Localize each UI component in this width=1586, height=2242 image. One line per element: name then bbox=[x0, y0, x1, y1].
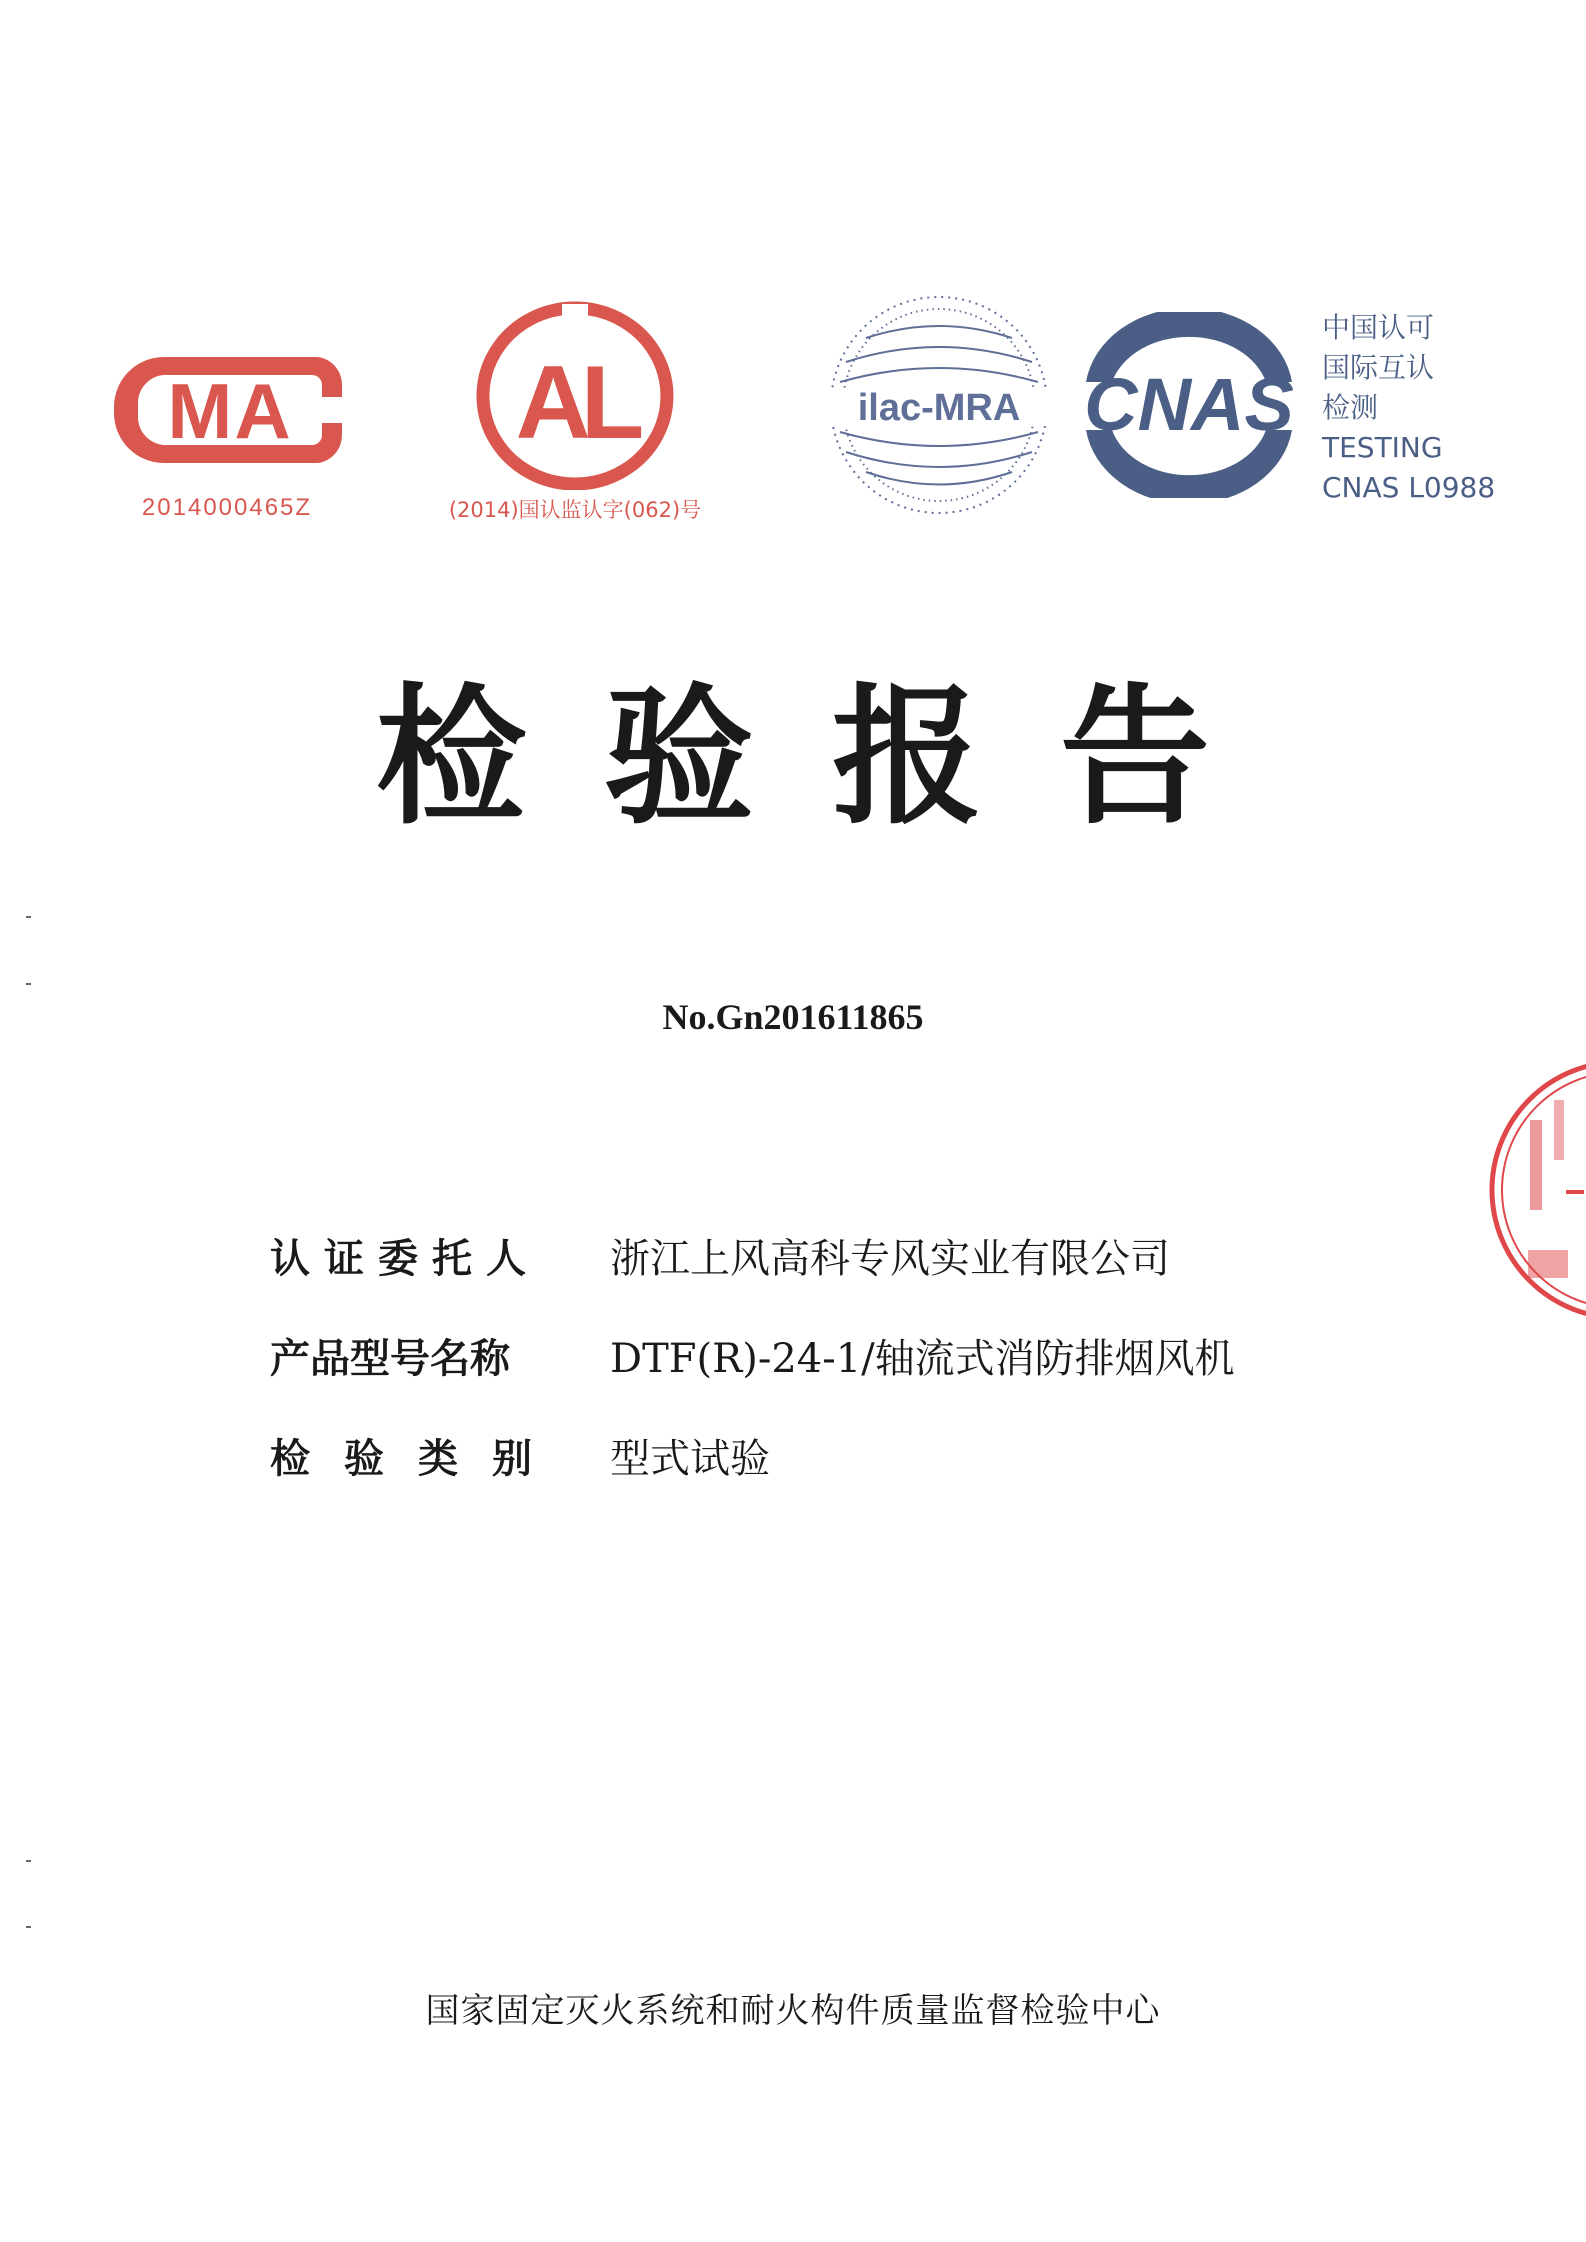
client-label: 认证委托人 bbox=[270, 1235, 540, 1282]
cnas-line: 中国认可 bbox=[1322, 311, 1435, 344]
cnas-line: TESTING bbox=[1322, 431, 1443, 464]
info-row-category bbox=[270, 1405, 1420, 1505]
ilac-mra-logo-icon bbox=[826, 292, 1052, 518]
official-seal-icon bbox=[1470, 1040, 1586, 1340]
cma-number: 2014000465Z bbox=[141, 494, 313, 521]
cma-logo-text: MA bbox=[167, 367, 293, 455]
product-label: 产品型号名称 bbox=[270, 1335, 510, 1382]
scan-speck bbox=[26, 1926, 31, 1928]
cal-logo-icon bbox=[470, 300, 680, 490]
info-row-client bbox=[270, 1205, 1420, 1305]
report-number: No.Gn201611865 bbox=[662, 997, 924, 1037]
scan-speck bbox=[26, 983, 31, 985]
report-title: 检验报告 bbox=[375, 671, 1288, 845]
cal-number: (2014)国认监认字(062)号 bbox=[448, 498, 702, 522]
cnas-line: CNAS L0988 bbox=[1322, 471, 1496, 504]
issuing-organization: 国家固定灭火系统和耐火构件质量监督检验中心 bbox=[425, 1991, 1161, 2031]
ilac-mra-logo-text: ilac-MRA bbox=[857, 387, 1021, 429]
scan-speck bbox=[26, 1860, 31, 1862]
cnas-logo-text: CNAS bbox=[1084, 363, 1294, 446]
cnas-logo-icon bbox=[1066, 312, 1312, 498]
product-value: DTF(R)-24-1/轴流式消防排烟风机 bbox=[610, 1335, 1235, 1382]
cnas-accreditation-text bbox=[1322, 308, 1562, 508]
info-row-product bbox=[270, 1305, 1420, 1405]
cma-logo-icon bbox=[108, 345, 346, 475]
client-value: 浙江上风高科专风实业有限公司 bbox=[610, 1235, 1170, 1282]
scan-speck bbox=[26, 916, 31, 918]
cnas-line: 国际互认 bbox=[1322, 351, 1435, 384]
info-block bbox=[270, 1205, 1420, 1505]
cal-logo-text: AL bbox=[515, 345, 635, 461]
category-label: 检验类别 bbox=[270, 1435, 566, 1482]
cnas-line: 检测 bbox=[1322, 391, 1379, 424]
category-value: 型式试验 bbox=[610, 1435, 770, 1482]
